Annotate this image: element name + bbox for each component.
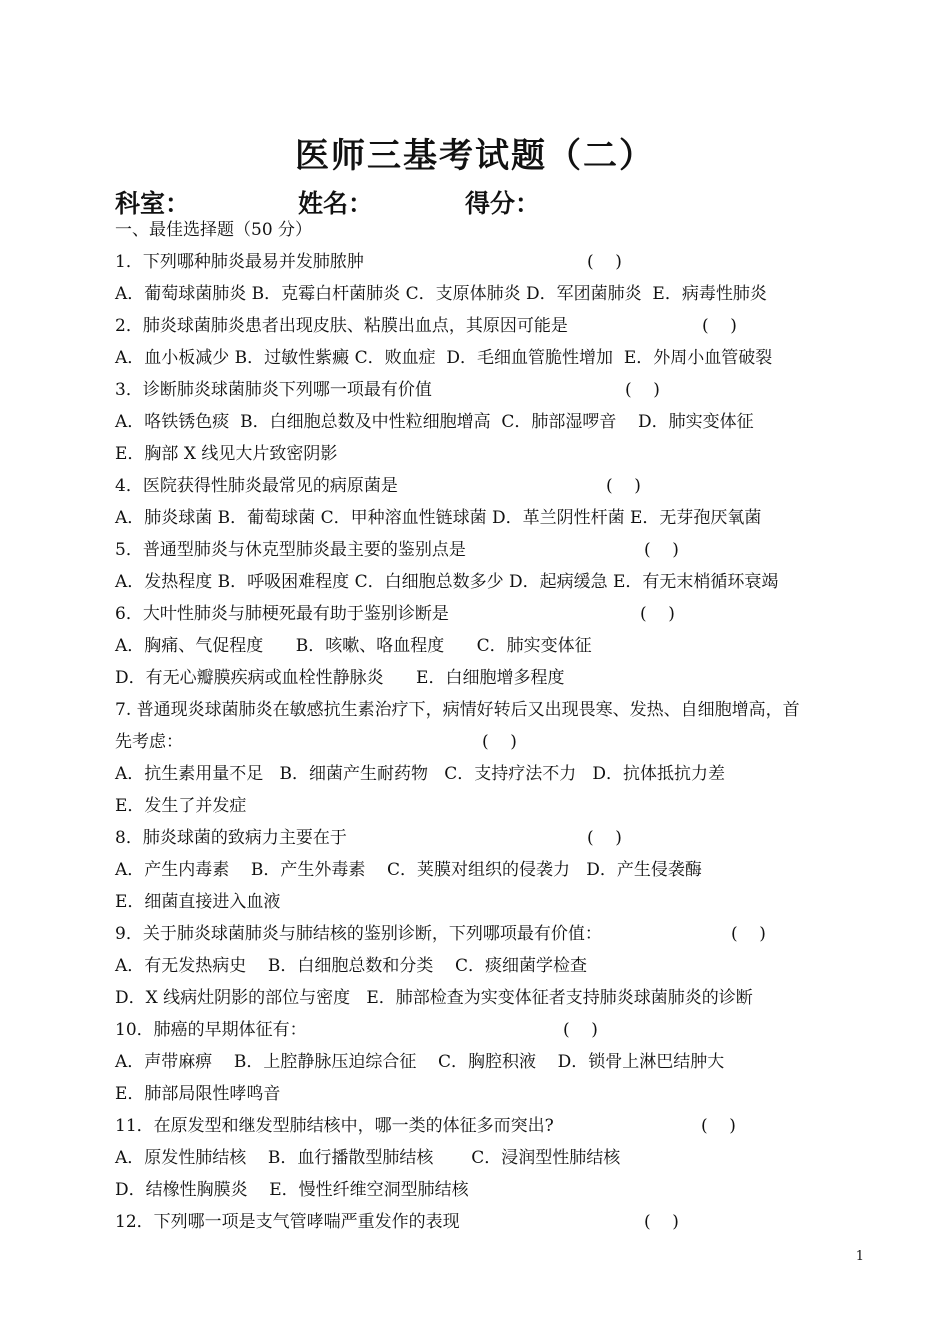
exam-title: 医师三基考试题（二） xyxy=(295,136,655,176)
options-10-cont: E．肺部局限性哮鸣音 xyxy=(115,1084,281,1104)
options-3: A．咯铁锈色痰 B．白细胞总数及中性粒细胞增高 C．肺部湿啰音 D．肺实变体征 xyxy=(115,412,754,432)
answer-blank: ( ) xyxy=(702,316,737,336)
options-1: A．葡萄球菌肺炎 B．克霉白杆菌肺炎 C．支原体肺炎 D．军团菌肺炎 E．病毒性肺炎 xyxy=(115,284,767,304)
page-number: 1 xyxy=(855,1249,864,1264)
options-4: A．肺炎球菌 B．葡萄球菌 C．甲种溶血性链球菌 D．革兰阴性杆菌 E．无芽孢厌氧菌 xyxy=(115,508,762,528)
question-6: 6．大叶性肺炎与肺梗死最有助于鉴别诊断是 ( ) xyxy=(115,598,875,630)
answer-blank: ( ) xyxy=(587,828,622,848)
question-10: 10．肺癌的早期体征有： ( ) xyxy=(115,1014,875,1046)
answer-blank: ( ) xyxy=(563,1020,598,1040)
section-heading: 一、最佳选择题（50 分） xyxy=(115,220,313,240)
name-label: 姓名： xyxy=(298,189,374,218)
answer-blank: ( ) xyxy=(640,604,675,624)
question-9: 9．关于肺炎球菌肺炎与肺结核的鉴别诊断，下列哪项最有价值： ( ) xyxy=(115,918,875,950)
answer-blank: ( ) xyxy=(606,476,641,496)
question-8: 8．肺炎球菌的致病力主要在于 ( ) xyxy=(115,822,875,854)
answer-blank: ( ) xyxy=(701,1116,736,1136)
answer-blank: ( ) xyxy=(731,924,766,944)
question-7: 7. 普通现炎球菌肺炎在敏感抗生素治疗下，病情好转后又出现畏寒、发热、自细胞增高，首 xyxy=(115,700,800,720)
question-4: 4．医院获得性肺炎最常见的病原菌是 ( ) xyxy=(115,470,875,502)
answer-blank: ( ) xyxy=(644,540,679,560)
score-label: 得分： xyxy=(465,189,541,218)
question-12: 12．下列哪一项是支气管哮喘严重发作的表现 ( ) xyxy=(115,1206,875,1238)
question-1: 1．下列哪种肺炎最易并发肺脓肿 ( ) xyxy=(115,246,875,278)
question-11: 11．在原发型和继发型肺结核中，哪一类的体征多而突出? ( ) xyxy=(115,1110,875,1142)
dept-label: 科室： xyxy=(115,189,191,218)
options-2: A．血小板减少 B．过敏性紫癜 C．败血症 D．毛细血管脆性增加 E．外周小血管破裂 xyxy=(115,348,773,368)
options-3-cont: E．胸部 X 线见大片致密阴影 xyxy=(115,444,338,464)
options-9: A．有无发热病史 B．白细胞总数和分类 C．痰细菌学检查 xyxy=(115,956,588,976)
answer-blank: ( ) xyxy=(482,732,517,752)
options-11-cont: D．结橡性胸膜炎 E．慢性纤维空洞型肺结核 xyxy=(115,1180,469,1200)
answer-blank: ( ) xyxy=(625,380,660,400)
question-list xyxy=(115,214,875,1238)
options-8: A．产生内毒素 B．产生外毒素 C．荚膜对组织的侵袭力 D．产生侵袭酶 xyxy=(115,860,702,880)
options-7-cont: E．发生了并发症 xyxy=(115,796,247,816)
options-7: A．抗生素用量不足 B．细菌产生耐药物 C．支持疗法不力 D．抗体抵抗力差 xyxy=(115,764,726,784)
question-5: 5．普通型肺炎与休克型肺炎最主要的鉴别点是 ( ) xyxy=(115,534,875,566)
options-11: A．原发性肺结核 B．血行播散型肺结核 C．浸润型性肺结核 xyxy=(115,1148,621,1168)
options-5: A．发热程度 B．呼吸困难程度 C．白细胞总数多少 D．起病缓急 E．有无末梢循环衰竭 xyxy=(115,572,779,592)
options-8-cont: E．细菌直接进入血液 xyxy=(115,892,281,912)
question-3: 3．诊断肺炎球菌肺炎下列哪一项最有价值 ( ) xyxy=(115,374,875,406)
question-2: 2．肺炎球菌肺炎患者出现皮肤、粘膜出血点，其原因可能是 ( ) xyxy=(115,310,875,342)
answer-blank: ( ) xyxy=(587,252,622,272)
options-10: A．声带麻痹 B．上腔静脉压迫综合征 C．胸腔积液 D．锁骨上淋巴结肿大 xyxy=(115,1052,725,1072)
options-6-cont: D．有无心瓣膜疾病或血栓性静脉炎 E．白细胞增多程度 xyxy=(115,668,565,688)
answer-blank: ( ) xyxy=(644,1212,679,1232)
options-9-cont: D．X 线病灶阴影的部位与密度 E．肺部检查为实变体征者支持肺炎球菌肺炎的诊断 xyxy=(115,988,753,1008)
question-7-cont: 先考虑： ( ) xyxy=(115,726,875,758)
options-6: A．胸痛、气促程度 B．咳嗽、咯血程度 C．肺实变体征 xyxy=(115,636,592,656)
